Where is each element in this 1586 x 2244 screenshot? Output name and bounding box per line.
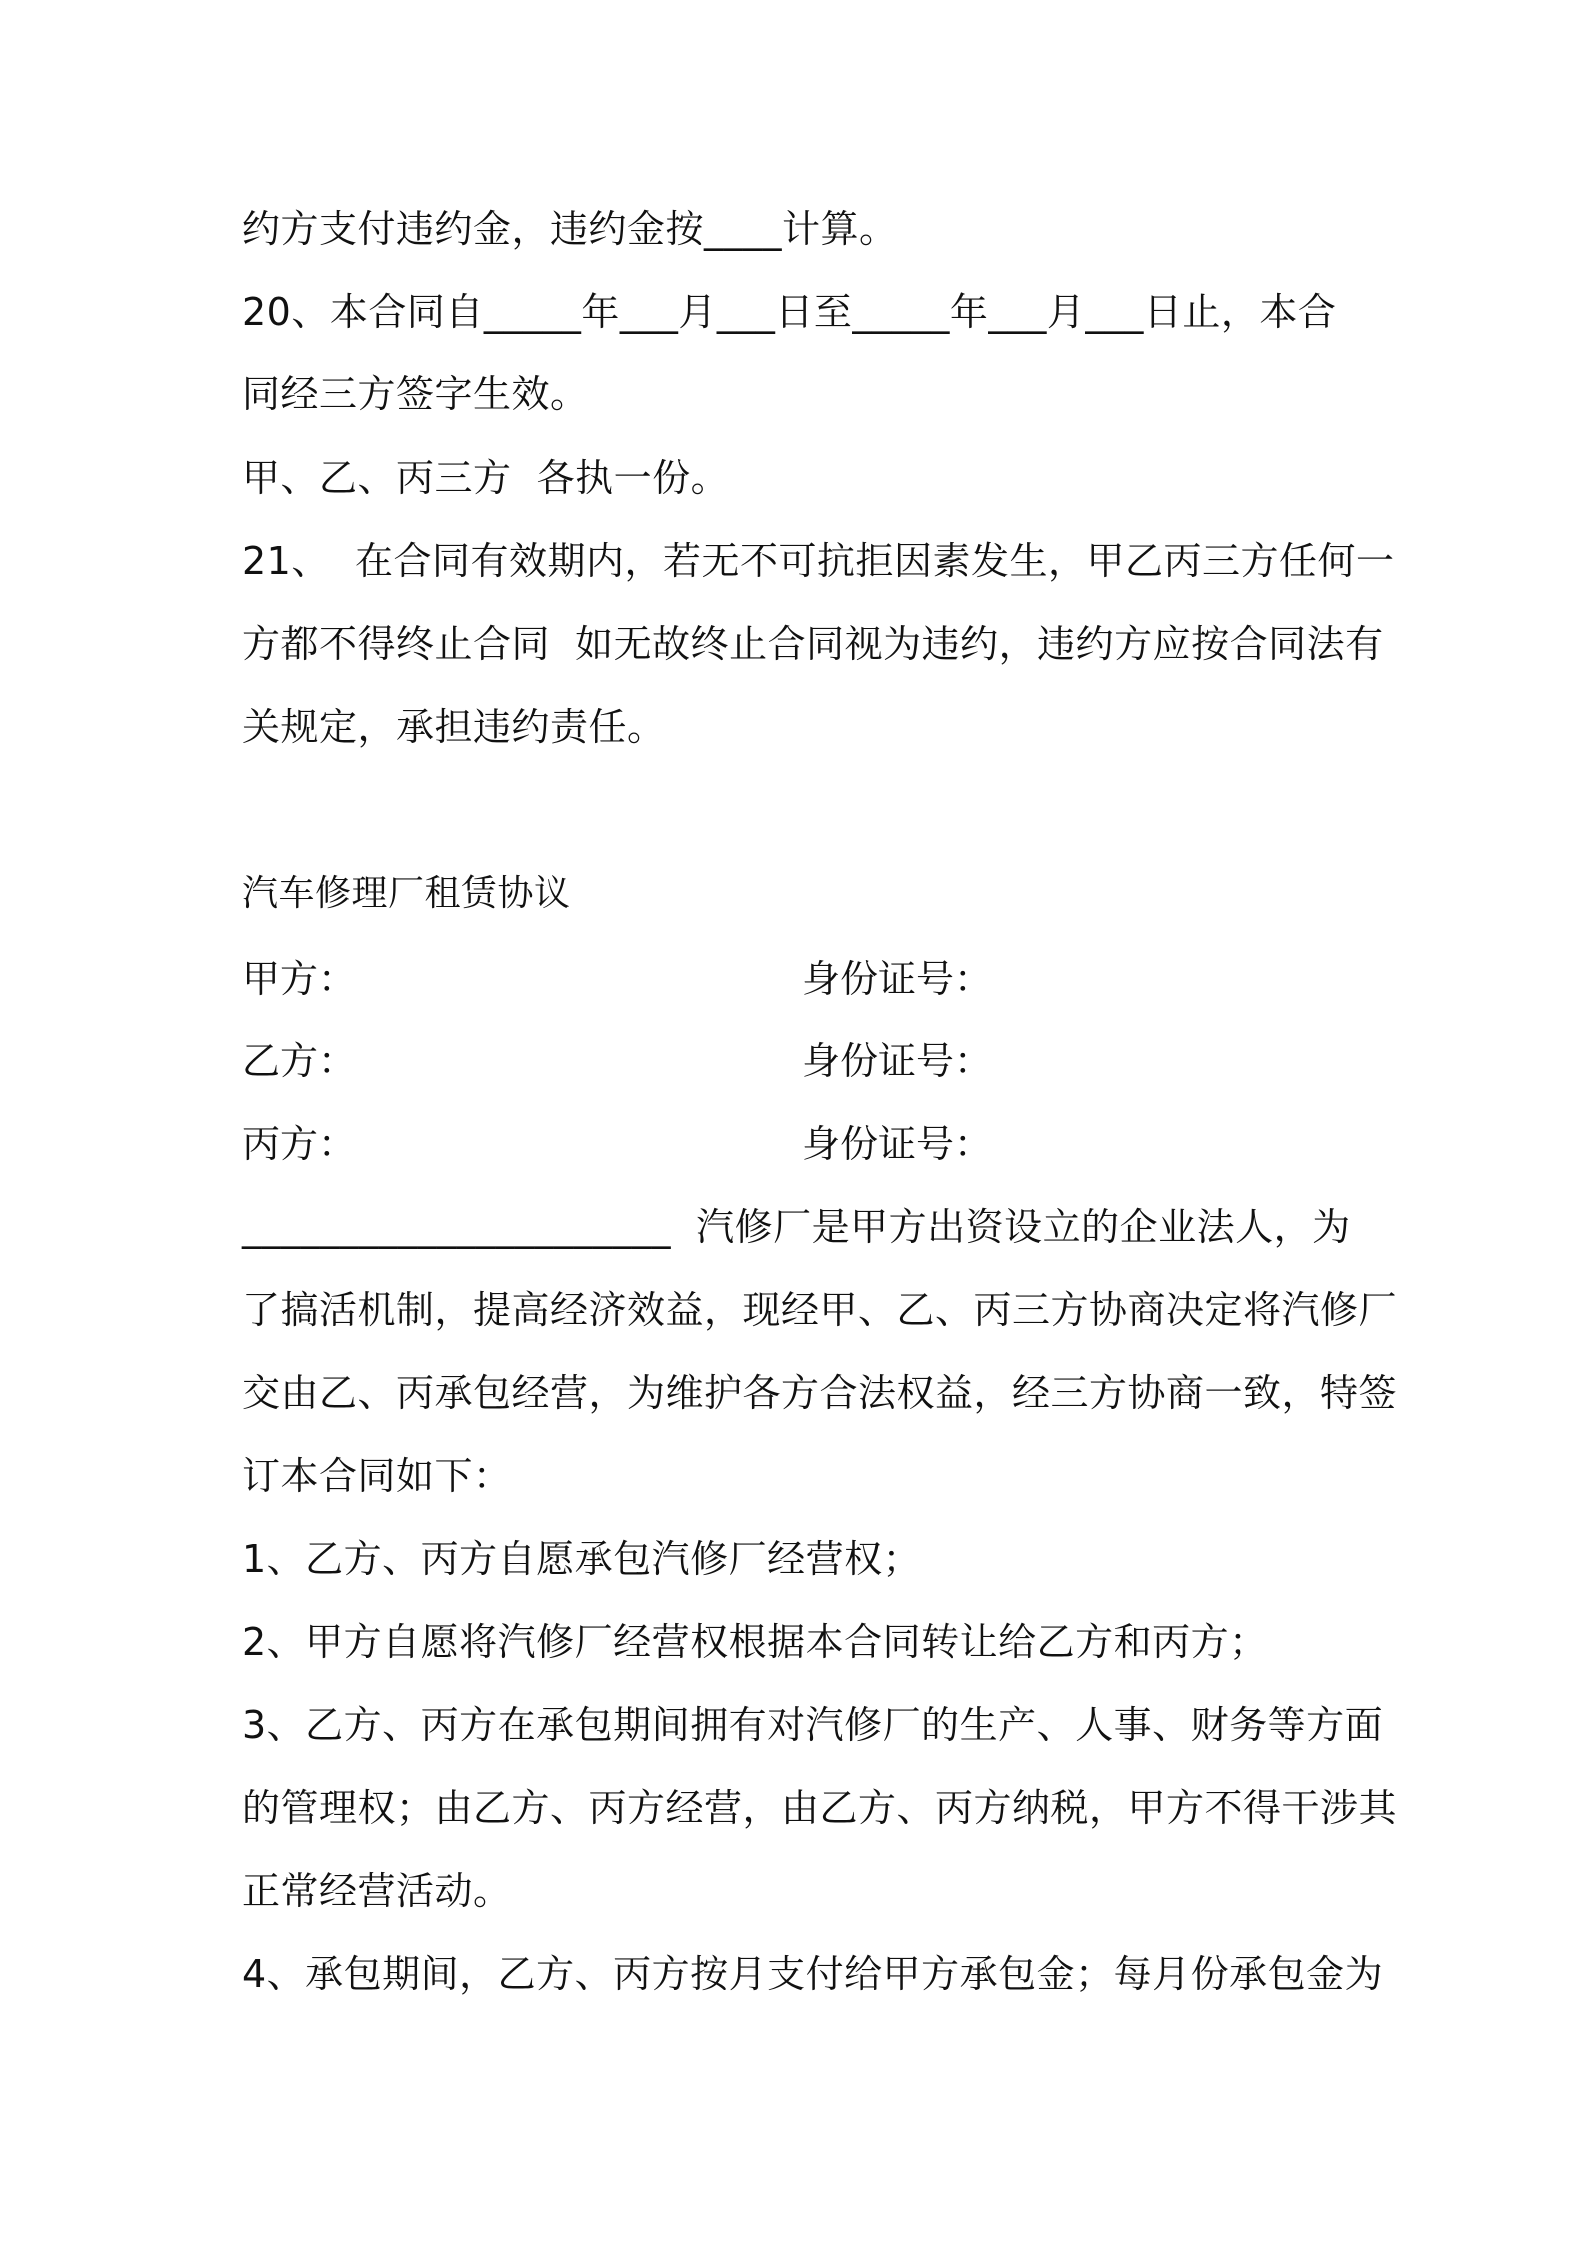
body-line-3: 交由乙、丙承包经营，为维护各方合法权益，经三方协商一致，特签	[242, 1371, 1398, 1415]
continuation-line-3: 同经三方签字生效。	[242, 372, 589, 416]
continuation-line-4: 甲、乙、丙三方 各执一份。	[242, 456, 730, 500]
party-a-id-label: 身份证号：	[802, 957, 993, 1001]
party-c-id-label: 身份证号：	[802, 1122, 993, 1166]
clause-3-line-3: 正常经营活动。	[242, 1869, 512, 1913]
clause-3-line-2: 的管理权；由乙方、丙方经营，由乙方、丙方纳税，甲方不得干涉其	[242, 1786, 1398, 1830]
party-c-label: 丙方：	[242, 1122, 357, 1166]
party-b-id-label: 身份证号：	[802, 1039, 993, 1083]
party-row-c	[242, 1120, 1357, 1168]
clause-3-line-1: 3、乙方、丙方在承包期间拥有对汽修厂的生产、人事、财务等方面	[242, 1703, 1384, 1747]
clause-2: 2、甲方自愿将汽修厂经营权根据本合同转让给乙方和丙方；	[242, 1620, 1268, 1664]
continuation-line-2: 20、本合同自_____年___月___日至_____年___月___日止，本合	[242, 290, 1337, 334]
party-row-b	[242, 1037, 1357, 1085]
continuation-line-7: 关规定，承担违约责任。	[242, 705, 666, 749]
body-line-1: ______________________ 汽修厂是甲方出资设立的企业法人，为	[242, 1205, 1351, 1249]
document-page	[242, 0, 1398, 2244]
continuation-line-1: 约方支付违约金，违约金按____计算。	[242, 207, 898, 251]
continuation-line-6: 方都不得终止合同 如无故终止合同视为违约，违约方应按合同法有	[242, 622, 1384, 666]
party-a-label: 甲方：	[242, 957, 357, 1001]
clause-1: 1、乙方、丙方自愿承包汽修厂经营权；	[242, 1537, 922, 1581]
party-b-label: 乙方：	[242, 1039, 357, 1083]
body-line-4: 订本合同如下：	[242, 1454, 512, 1498]
body-line-2: 了搞活机制，提高经济效益，现经甲、乙、丙三方协商决定将汽修厂	[242, 1288, 1398, 1332]
continuation-line-5: 21、 在合同有效期内，若无不可抗拒因素发生，甲乙丙三方任何一	[242, 539, 1395, 583]
agreement-title: 汽车修理厂租赁协议	[242, 873, 571, 914]
party-row-a	[242, 955, 1357, 1003]
clause-4-line-1: 4、承包期间，乙方、丙方按月支付给甲方承包金；每月份承包金为	[242, 1952, 1384, 1996]
